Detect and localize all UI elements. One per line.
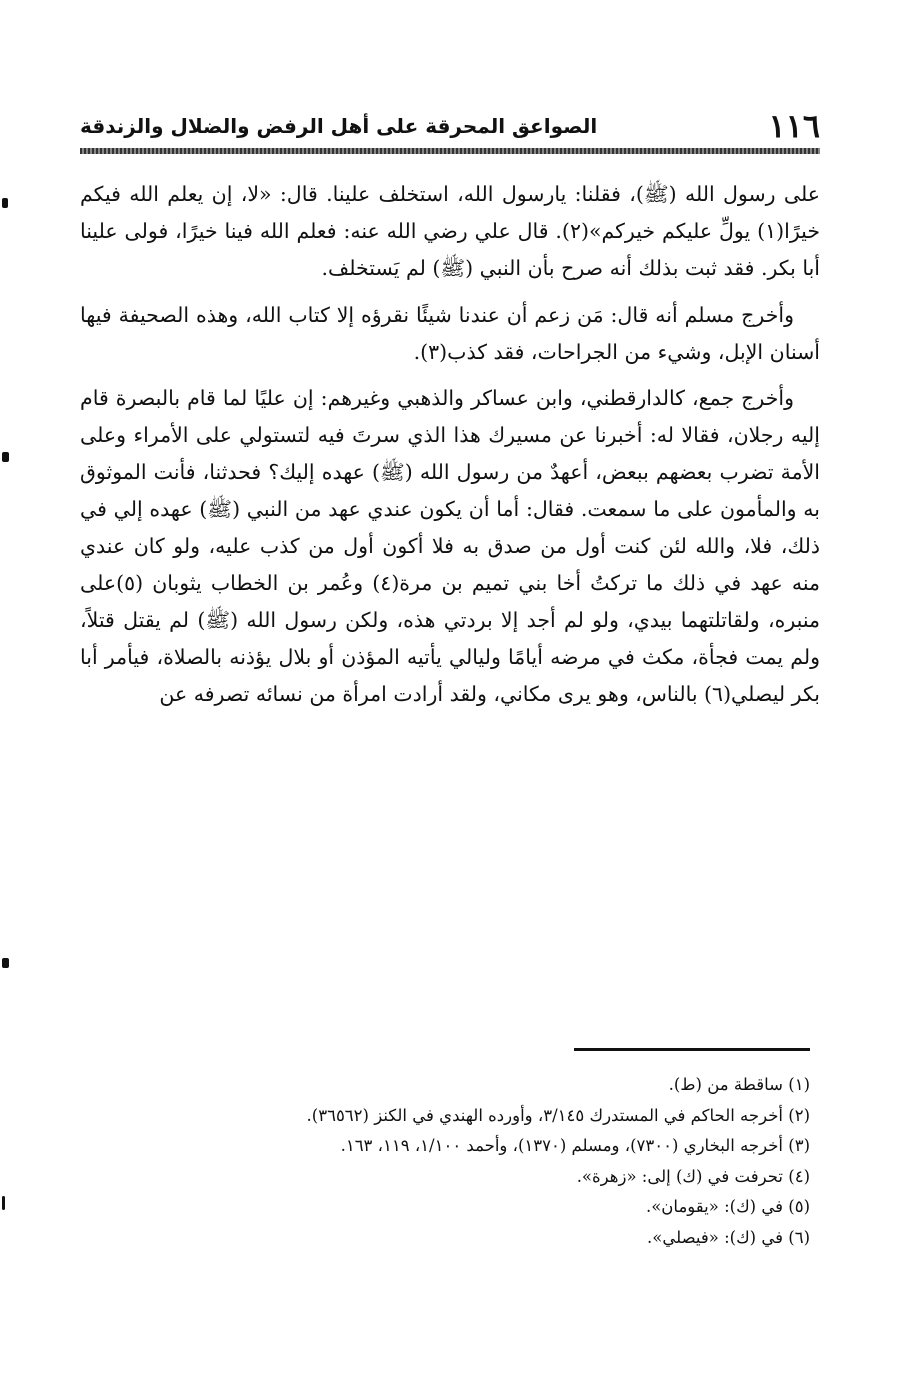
book-title: الصواعق المحرقة على أهل الرفض والضلال والزندقة xyxy=(80,114,598,138)
paragraph: وأخرج مسلم أنه قال: مَن زعم أن عندنا شيئًا نقرؤه إلا كتاب الله، وهذه الصحيفة فيها أسنان الإبل، وشيء من الجراحات، فقد كذب(٣). xyxy=(80,302,820,364)
footnote: (٦) في (ك): «فيصلي». xyxy=(647,1227,810,1247)
scan-edge-mark xyxy=(2,452,9,462)
page-number: ١١٦ xyxy=(768,107,820,145)
footnote: (٤) تحرفت في (ك) إلى: «زهرة». xyxy=(576,1166,810,1186)
scan-edge-mark xyxy=(2,958,9,968)
footnote: (٣) أخرجه البخاري (٧٣٠٠)، ومسلم (١٣٧٠)، وأحمد ١/١٠٠، ١١٩، ١٦٣. xyxy=(340,1136,810,1156)
footnote: (٢) أخرجه الحاكم في المستدرك ٣/١٤٥، وأورده الهندي في الكنز (٣٦٥٦٢). xyxy=(306,1105,810,1125)
scan-edge-mark xyxy=(2,1196,5,1210)
paragraph: على رسول الله (ﷺ)، فقلنا: يارسول الله، استخلف علينا. قال: «لا، إن يعلم الله فيكم خيرًا(١) يولِّ عليكم خيركم»(٢). قال علي رضي الله عنه: فعلم الله فينا خيرًا، فولى علينا أبا بكر. فقد ثبت بذلك أنه صرح بأن النبي (ﷺ) لم يَستخلف. xyxy=(80,182,820,280)
scan-edge-mark xyxy=(2,198,8,208)
footnote: (٥) في (ك): «يقومان». xyxy=(645,1197,810,1217)
footnote: (١) ساقطة من (ط). xyxy=(668,1075,810,1094)
running-header xyxy=(80,108,820,144)
paragraph: وأخرج جمع، كالدارقطني، وابن عساكر والذهبي وغيرهم: إن عليًا لما قام بالبصرة قام إليه رجلان، فقالا له: أخبرنا عن مسيرك هذا الذي سرتَ فيه لتستولي على الأمراء وعلى الأمة تضرب بعضهم ببعض، أعهدٌ من رسول الله (ﷺ) عهده إليك؟ فحدثنا، فأنت الموثوق به والمأمون على ما سمعت. فقال: أما أن يكون عندي عهد من النبي (ﷺ) عهده إلي في ذلك، فلا، والله لئن كنت أول من صدق به فلا أكون أول من كذب عليه، ولو كان عندي منه عهد في ذلك ما تركتُ أخا بني تميم بن مرة(٤) وعُمر بن الخطاب يثوبان (٥)على منبره، ولقاتلتهما بيدي، ولو لم أجد إلا بردتي هذه، ولكن رسول الله (ﷺ) لم يقتل قتلاً، ولم يمت فجأة، مكث في مرضه أيامًا وليالي يأتيه المؤذن أو بلال يؤذنه بالصلاة، فيأمر أبا بكر ليصلي(٦) بالناس، وهو يرى مكاني، ولقد أرادت امرأة من نسائه تصرفه عن xyxy=(80,386,820,706)
main-text xyxy=(80,176,820,722)
header-rule xyxy=(80,148,820,154)
footnote-separator xyxy=(574,1048,810,1051)
footnotes xyxy=(100,1070,810,1253)
